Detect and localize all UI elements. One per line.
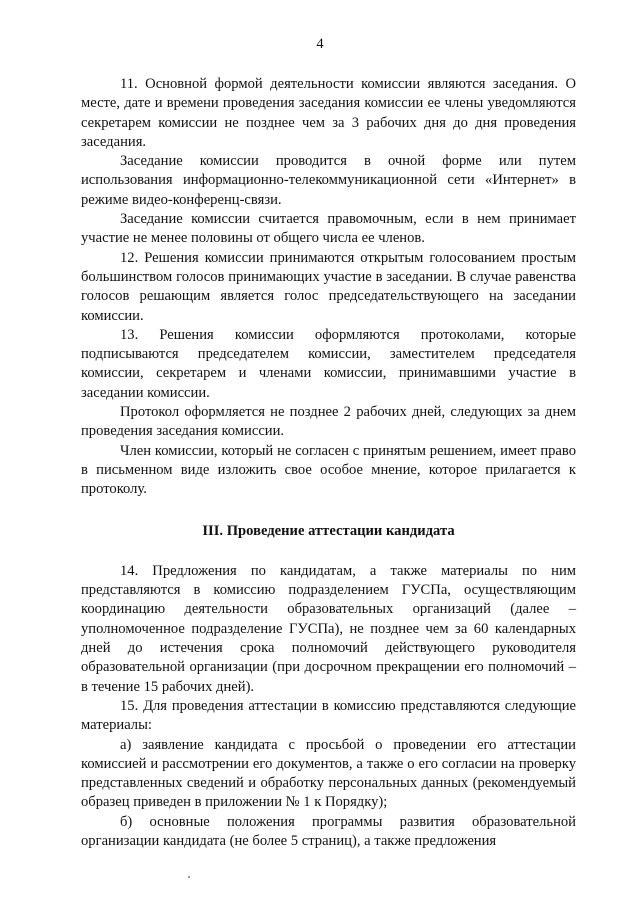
paragraph-12: 12. Решения комиссии принимаются открытым голосованием простым большинством голосов принимающих участие в заседании. В случае равенства голосов решающим является голос председательствующего на заседании комиссии. [81, 249, 576, 324]
scan-speck [188, 876, 190, 878]
paragraph-15a: а) заявление кандидата с просьбой о проведении его аттестации комиссией и рассмотрении его документов, а также о его согласии на проверку представленных сведений и обработку персональных данных (рекомендуемый образец приведен в приложении № 1 к Порядку); [81, 736, 576, 811]
paragraph-11: 11. Основной формой деятельности комиссии являются заседания. О месте, дате и времени проведения заседания комиссии ее члены уведомляются секретарем комиссии не позднее чем за 3 рабочих дня до дня проведения заседания. [81, 76, 576, 150]
paragraph-quorum: Заседание комиссии считается правомочным, если в нем принимает участие не менее половины от общего числа ее членов. [81, 211, 576, 247]
page-number: 4 [316, 36, 324, 52]
paragraph-13: 13. Решения комиссии оформляются протоколами, которые подписываются председателем комиссии, заместителем председателя комиссии, секретарем и членами комиссии, принимавшими участие в заседании комиссии. [81, 326, 576, 401]
paragraph-15: 15. Для проведения аттестации в комиссию представляются следующие материалы: [81, 697, 576, 734]
paragraph-meeting-form: Заседание комиссии проводится в очной форме или путем использования информационно-телекоммуникационной сети «Интернет» в режиме видео-конференц-связи. [81, 153, 576, 208]
paragraph-15b: б) основные положения программы развития образовательной организации кандидата (не более 5 страниц), а также предложения [81, 813, 576, 849]
paragraph-dissenting-opinion: Член комиссии, который не согласен с принятым решением, имеет право в письменном виде изложить свое особое мнение, которое прилагается к протоколу. [81, 442, 576, 498]
section-heading: III. Проведение аттестации кандидата [202, 522, 455, 539]
document-body [81, 75, 576, 851]
paragraph-protocol-deadline: Протокол оформляется не позднее 2 рабочих дней, следующих за днем проведения заседания комиссии. [81, 404, 576, 440]
paragraph-14: 14. Предложения по кандидатам, а также материалы по ним представляются в комиссию подразделением ГУСПа, осуществляющим координацию деятельности образовательных организаций (далее – уполномоченное подразделение ГУСПа), не позднее чем за 60 календарных дней до истечения срока полномочий действующего руководителя образовательной организации (при досрочном прекращении его полномочий – в течение 15 рабочих дней). [81, 562, 576, 695]
